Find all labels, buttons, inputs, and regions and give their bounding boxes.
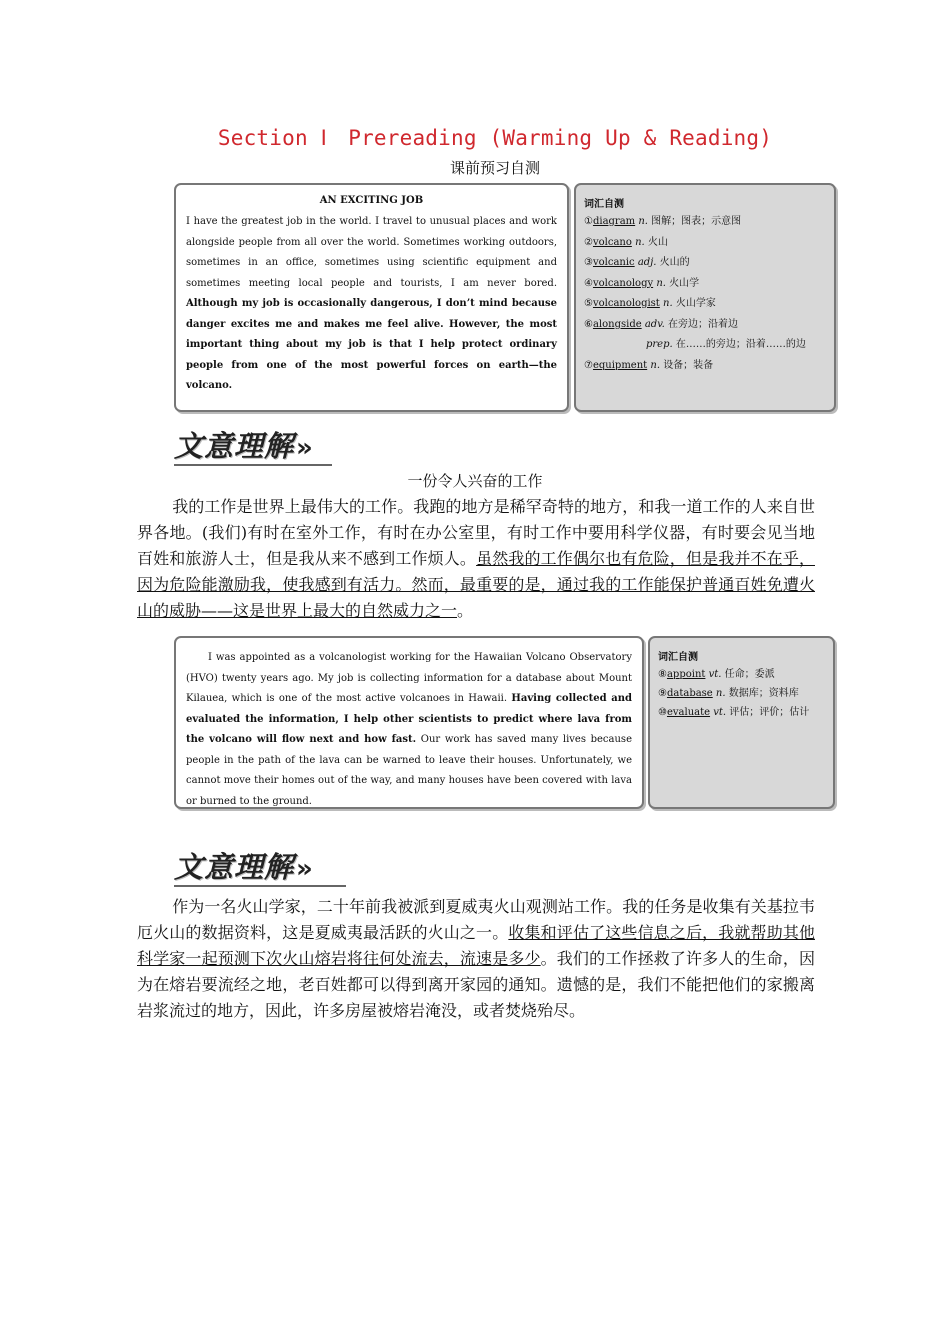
chinese-paragraph-1: 我的工作是世界上最伟大的工作。我跑的地方是稀罕奇特的地方，和我一道工作的人来自世界各地。(我们)有时在室外工作，有时在办公室里，有时工作中要用科学仪器，有时要会见当地百姓和旅游人士，但是我从来不感到工作烦人。虽然我的工作偶尔也有危险，但是我并不在乎，因为危险能激励我，使我感到有活力。然而，最重要的是，通过我的工作能保护普通百姓免遭火山的威胁——这是世界上最大的自然威力之一。	[137, 497, 815, 620]
passage-title: AN EXCITING JOB	[319, 195, 424, 206]
passage-text-1	[186, 212, 557, 397]
passage-bold-text: Having collected and evaluated the information, I help other scientists to predict where lava from the volcano will flow next and how fast.	[186, 693, 633, 745]
double-chevron-icon: »	[296, 433, 313, 463]
vocab-item: ②volcano n. 火山	[584, 236, 668, 248]
double-chevron-icon: »	[296, 854, 313, 884]
underlined-translation: 收集和评估了这些信息之后，我就帮助其他科学家一起预测下次火山熔岩将往何处流去，流速是多少	[137, 923, 815, 968]
vocab-heading: 词汇自测	[658, 652, 698, 663]
vocab-box-2	[648, 636, 835, 809]
underlined-translation: 虽然我的工作偶尔也有危险，但是我并不在乎，因为危险能激励我，使我感到有活力。然而，最重要的是，通过我的工作能保护普通百姓免遭火山的威胁——这是世界上最大的自然威力之一	[137, 549, 815, 620]
vocab-item: ⑩evaluate vt. 评估；评价；估计	[658, 707, 810, 718]
vocab-item: ⑧appoint vt. 任命；委派	[658, 669, 775, 680]
passage-box-2	[174, 636, 644, 809]
vocab-item-continuation: prep. 在……的旁边；沿着……的边	[646, 339, 806, 350]
passage-bold-text: Although my job is occasionally dangerous, I don’t mind because danger excites me and makes me feel alive. However, the most important thing about my job is that I help protect ordinary people from one of the most powerful forces on earth—the volcano.	[186, 298, 557, 391]
vocab-heading: 词汇自测	[584, 199, 624, 210]
vocab-item: ⑥alongside adv. 在旁边；沿着边	[584, 318, 739, 330]
vocab-item: ①diagram n. 图解；图表；示意图	[584, 216, 742, 227]
vocab-item: ④volcanology n. 火山学	[584, 277, 700, 289]
vocab-item: ③volcanic adj. 火山的	[584, 257, 690, 268]
vocab-item: ⑤volcanologist n. 火山学家	[584, 298, 716, 309]
vocab-box-1	[574, 183, 836, 412]
section-subtitle: 课前预习自测	[449, 159, 540, 177]
chinese-paragraph-2: 作为一名火山学家，二十年前我被派到夏威夷火山观测站工作。我的任务是收集有关基拉韦厄火山的数据资料，这是夏威夷最活跃的火山之一。收集和评估了这些信息之后，我就帮助其他科学家一起预测下次火山熔岩将往何处流去，流速是多少。我们的工作拯救了许多人的生命，因为在熔岩要流经之地，老百姓都可以得到离开家园的通知。遗憾的是，我们不能把他们的家搬离岩浆流过的地方，因此，许多房屋被熔岩淹没，或者焚烧殆尽。	[137, 897, 815, 1020]
passage-text-2: I was appointed as a volcanologist working for the Hawaiian Volcano Observatory (HVO) twenty years ago. My job is collecting information for a database about Mount Kilauea, which is one of the most active volcanoes in Hawaii. Having collected and evaluated the information, I help other scientists to predict where lava from the volcano will flow next and how fast. Our work has saved many lives because people in the path of the lava can be warned to leave their houses. Unfortunately, we cannot move their homes out of the way, and many houses have been covered with lava or burned to the ground.	[186, 652, 633, 807]
vocab-item: ⑨database n. 数据库；资料库	[658, 688, 799, 699]
vocab-item: ⑦equipment n. 设备；装备	[584, 359, 714, 371]
section-title: Section Ⅰ Prereading (Warming Up & Reading)	[217, 126, 773, 150]
section-badge-1: 文意理解»	[174, 424, 332, 466]
section-badge-2: 文意理解»	[174, 845, 346, 887]
chinese-title: 一份令人兴奋的工作	[407, 472, 543, 490]
passage-normal-text: I have the greatest job in the world. I travel to unusual places and work alongside people from all over the world. Sometimes working outdoors, sometimes in an office, sometimes using scientific equipment and sometimes meeting local people and tourists, I am never bored.	[186, 216, 557, 289]
passage-box-1	[174, 183, 569, 412]
